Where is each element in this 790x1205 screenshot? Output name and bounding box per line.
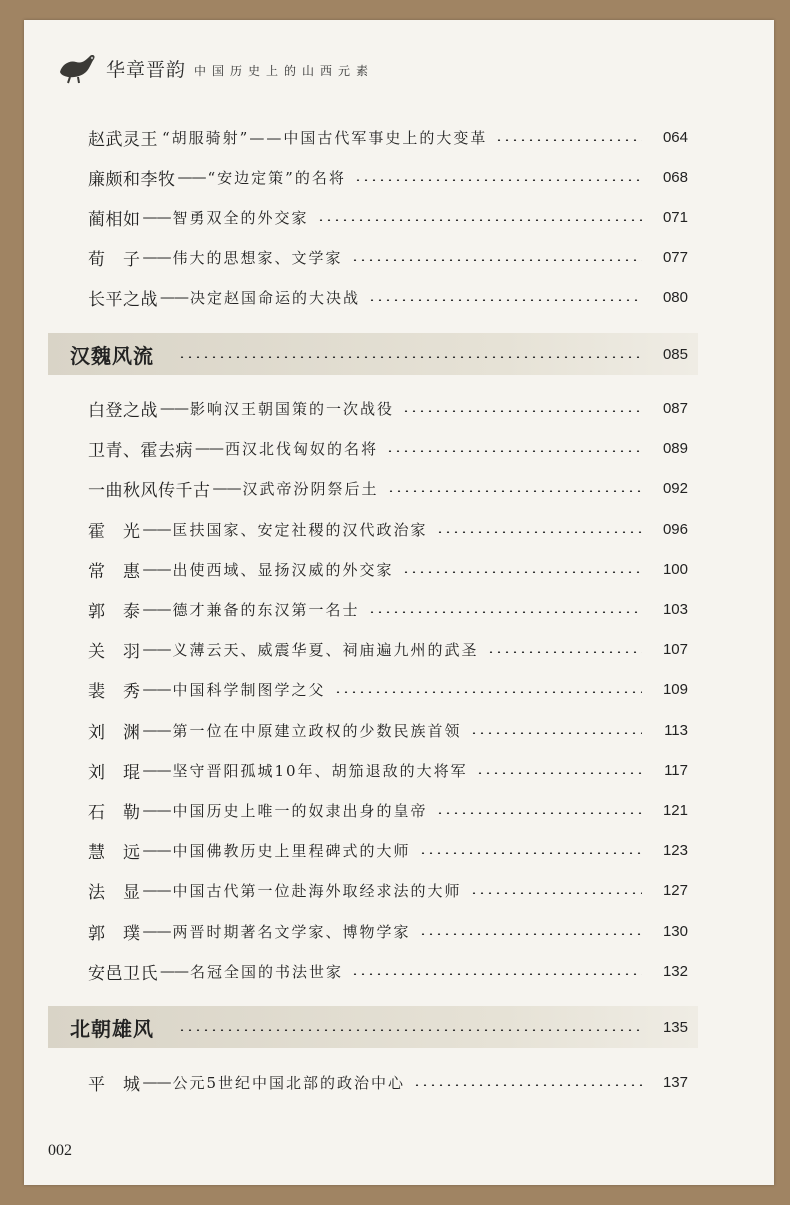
entry-dash: —— (212, 479, 241, 497)
entry-description: 出使西域、显扬汉威的外交家 (172, 560, 394, 579)
entry-description: 两晋时期著名文学家、博物学家 (172, 922, 411, 941)
entry-dash: —— (142, 560, 171, 578)
toc-entry[interactable] (88, 393, 688, 423)
dot-leader (487, 651, 642, 653)
entry-description: 伟大的思想家、文学家 (172, 248, 343, 267)
entry-dash: —— (142, 922, 171, 940)
entry-description: 决定赵国命运的大决战 (190, 288, 361, 307)
toc-entry[interactable] (88, 715, 688, 745)
entry-dash: —— (160, 288, 188, 306)
entry-page-number: 080 (662, 288, 688, 306)
entry-page-number: 137 (662, 1073, 688, 1091)
toc-entry[interactable] (88, 835, 688, 865)
entry-description: “胡服骑射”——中国古代军事史上的大变革 (162, 128, 488, 147)
entry-page-number: 071 (662, 208, 688, 226)
entry-page-number: 117 (664, 761, 688, 779)
book-page (24, 20, 774, 1185)
entry-page-number: 121 (662, 801, 688, 819)
entry-dash: —— (177, 168, 206, 186)
dot-leader (178, 1029, 642, 1031)
dot-leader (334, 691, 642, 693)
entry-description: “安边定策”的名将 (207, 168, 346, 187)
dot-leader (470, 732, 642, 734)
entry-page-number: 087 (662, 399, 688, 417)
entry-name: 裴 秀 (88, 681, 141, 702)
entry-page-number: 077 (662, 248, 688, 266)
toc-entry[interactable] (88, 755, 688, 785)
toc-entry[interactable] (88, 162, 688, 192)
section-page-number: 135 (662, 1018, 688, 1036)
toc-entry[interactable] (88, 634, 688, 664)
bronze-bird-logo (56, 50, 100, 86)
dot-leader (386, 450, 642, 452)
entry-page-number: 123 (662, 841, 688, 859)
entry-name: 平 城 (88, 1074, 141, 1095)
dot-leader (495, 139, 642, 141)
entry-name: 刘 渊 (88, 722, 141, 743)
section-title: 北朝雄风 (70, 1016, 154, 1041)
entry-page-number: 100 (662, 560, 688, 578)
series-title: 中国历史上的山西元素 (194, 64, 375, 78)
entry-page-number: 064 (662, 128, 688, 146)
toc-entry[interactable] (88, 956, 688, 986)
page-number: 002 (48, 1142, 72, 1159)
entry-dash: —— (142, 761, 171, 779)
toc-entry[interactable] (88, 282, 688, 312)
entry-name: 赵武灵王 (88, 129, 158, 150)
entry-dash: —— (142, 208, 171, 226)
entry-dash: —— (142, 801, 171, 819)
running-header (56, 48, 374, 88)
entry-dash: —— (142, 680, 171, 698)
entry-name: 安邑卫氏 (88, 963, 158, 984)
entry-page-number: 107 (662, 640, 688, 658)
entry-name: 一曲秋风传千古 (88, 480, 211, 501)
entry-page-number: 113 (664, 721, 688, 739)
entry-description: 智勇双全的外交家 (172, 208, 309, 227)
dot-leader (470, 892, 642, 894)
entry-name: 白登之战 (88, 400, 158, 421)
entry-dash: —— (142, 721, 171, 739)
entry-description: 名冠全国的书法世家 (190, 962, 344, 981)
toc-entry[interactable] (88, 433, 688, 463)
entry-description: 坚守晋阳孤城10年、胡笳退敌的大将军 (172, 761, 468, 780)
dot-leader (351, 973, 642, 975)
entry-description: 中国古代第一位赴海外取经求法的大师 (172, 881, 462, 900)
entry-name: 石 勒 (88, 802, 141, 823)
entry-page-number: 089 (662, 439, 688, 457)
section-page-number: 085 (662, 345, 688, 363)
dot-leader (178, 356, 642, 358)
entry-dash: —— (142, 881, 171, 899)
entry-dash: —— (142, 248, 171, 266)
entry-name: 荀 子 (88, 249, 141, 270)
entry-page-number: 109 (662, 680, 688, 698)
toc-entry[interactable] (88, 122, 688, 152)
toc-entry[interactable] (88, 674, 688, 704)
entry-dash: —— (142, 640, 171, 658)
dot-leader (317, 219, 642, 221)
entry-name: 法 显 (88, 882, 141, 903)
toc-entry[interactable] (88, 514, 688, 544)
entry-dash: —— (142, 1073, 171, 1091)
entry-dash: —— (160, 962, 188, 980)
entry-description: 汉武帝汾阴祭后土 (242, 479, 379, 498)
entry-page-number: 096 (662, 520, 688, 538)
entry-name: 慧 远 (88, 842, 141, 863)
dot-leader (368, 299, 642, 301)
entry-description: 西汉北伐匈奴的名将 (225, 439, 379, 458)
entry-name: 刘 琨 (88, 762, 141, 783)
dot-leader (402, 410, 642, 412)
entry-dash: —— (160, 399, 188, 417)
entry-description: 第一位在中原建立政权的少数民族首领 (172, 721, 462, 740)
dot-leader (402, 571, 642, 573)
dot-leader (351, 259, 642, 261)
entry-name: 郭 璞 (88, 923, 141, 944)
entry-name: 卫青、霍去病 (88, 440, 193, 461)
dot-leader (476, 772, 642, 774)
entry-description: 中国科学制图学之父 (172, 680, 326, 699)
entry-dash: —— (142, 520, 171, 538)
entry-description: 公元5世纪中国北部的政治中心 (172, 1073, 406, 1092)
entry-name: 郭 泰 (88, 601, 141, 622)
dot-leader (413, 1084, 642, 1086)
entry-description: 中国佛教历史上里程碑式的大师 (172, 841, 411, 860)
entry-name: 常 惠 (88, 561, 141, 582)
entry-description: 德才兼备的东汉第一名士 (172, 600, 360, 619)
toc-entry[interactable] (88, 1067, 688, 1097)
toc-entry[interactable] (88, 594, 688, 624)
entry-dash: —— (195, 439, 223, 457)
entry-page-number: 130 (662, 922, 688, 940)
dot-leader (354, 179, 642, 181)
entry-page-number: 103 (662, 600, 688, 618)
entry-name: 蔺相如 (88, 209, 141, 230)
entry-name: 廉颇和李牧 (88, 169, 176, 190)
toc-entry[interactable] (88, 554, 688, 584)
toc-entry[interactable] (88, 916, 688, 946)
entry-page-number: 068 (662, 168, 688, 186)
entry-page-number: 127 (662, 881, 688, 899)
entry-description: 义薄云天、威震华夏、祠庙遍九州的武圣 (172, 640, 479, 659)
entry-page-number: 132 (662, 962, 688, 980)
dot-leader (436, 531, 642, 533)
entry-dash: —— (142, 841, 171, 859)
section-heading[interactable] (48, 1006, 698, 1048)
entry-description: 中国历史上唯一的奴隶出身的皇帝 (172, 801, 428, 820)
dot-leader (419, 852, 642, 854)
section-heading[interactable] (48, 333, 698, 375)
toc-entry[interactable] (88, 242, 688, 272)
book-title: 华章晋韵 (106, 58, 187, 81)
toc-entry[interactable] (88, 875, 688, 905)
dot-leader (436, 812, 642, 814)
entry-dash: —— (142, 600, 171, 618)
dot-leader (419, 933, 642, 935)
entry-page-number: 092 (662, 479, 688, 497)
entry-name: 霍 光 (88, 521, 141, 542)
entry-description: 影响汉王朝国策的一次战役 (190, 399, 395, 418)
entry-name: 关 羽 (88, 641, 141, 662)
dot-leader (387, 490, 642, 492)
toc-entry[interactable] (88, 473, 688, 503)
entry-name: 长平之战 (88, 289, 158, 310)
toc-entry[interactable] (88, 795, 688, 825)
dot-leader (368, 611, 642, 613)
section-title: 汉魏风流 (70, 343, 154, 368)
toc-entry[interactable] (88, 202, 688, 232)
entry-description: 匡扶国家、安定社稷的汉代政治家 (172, 520, 428, 539)
